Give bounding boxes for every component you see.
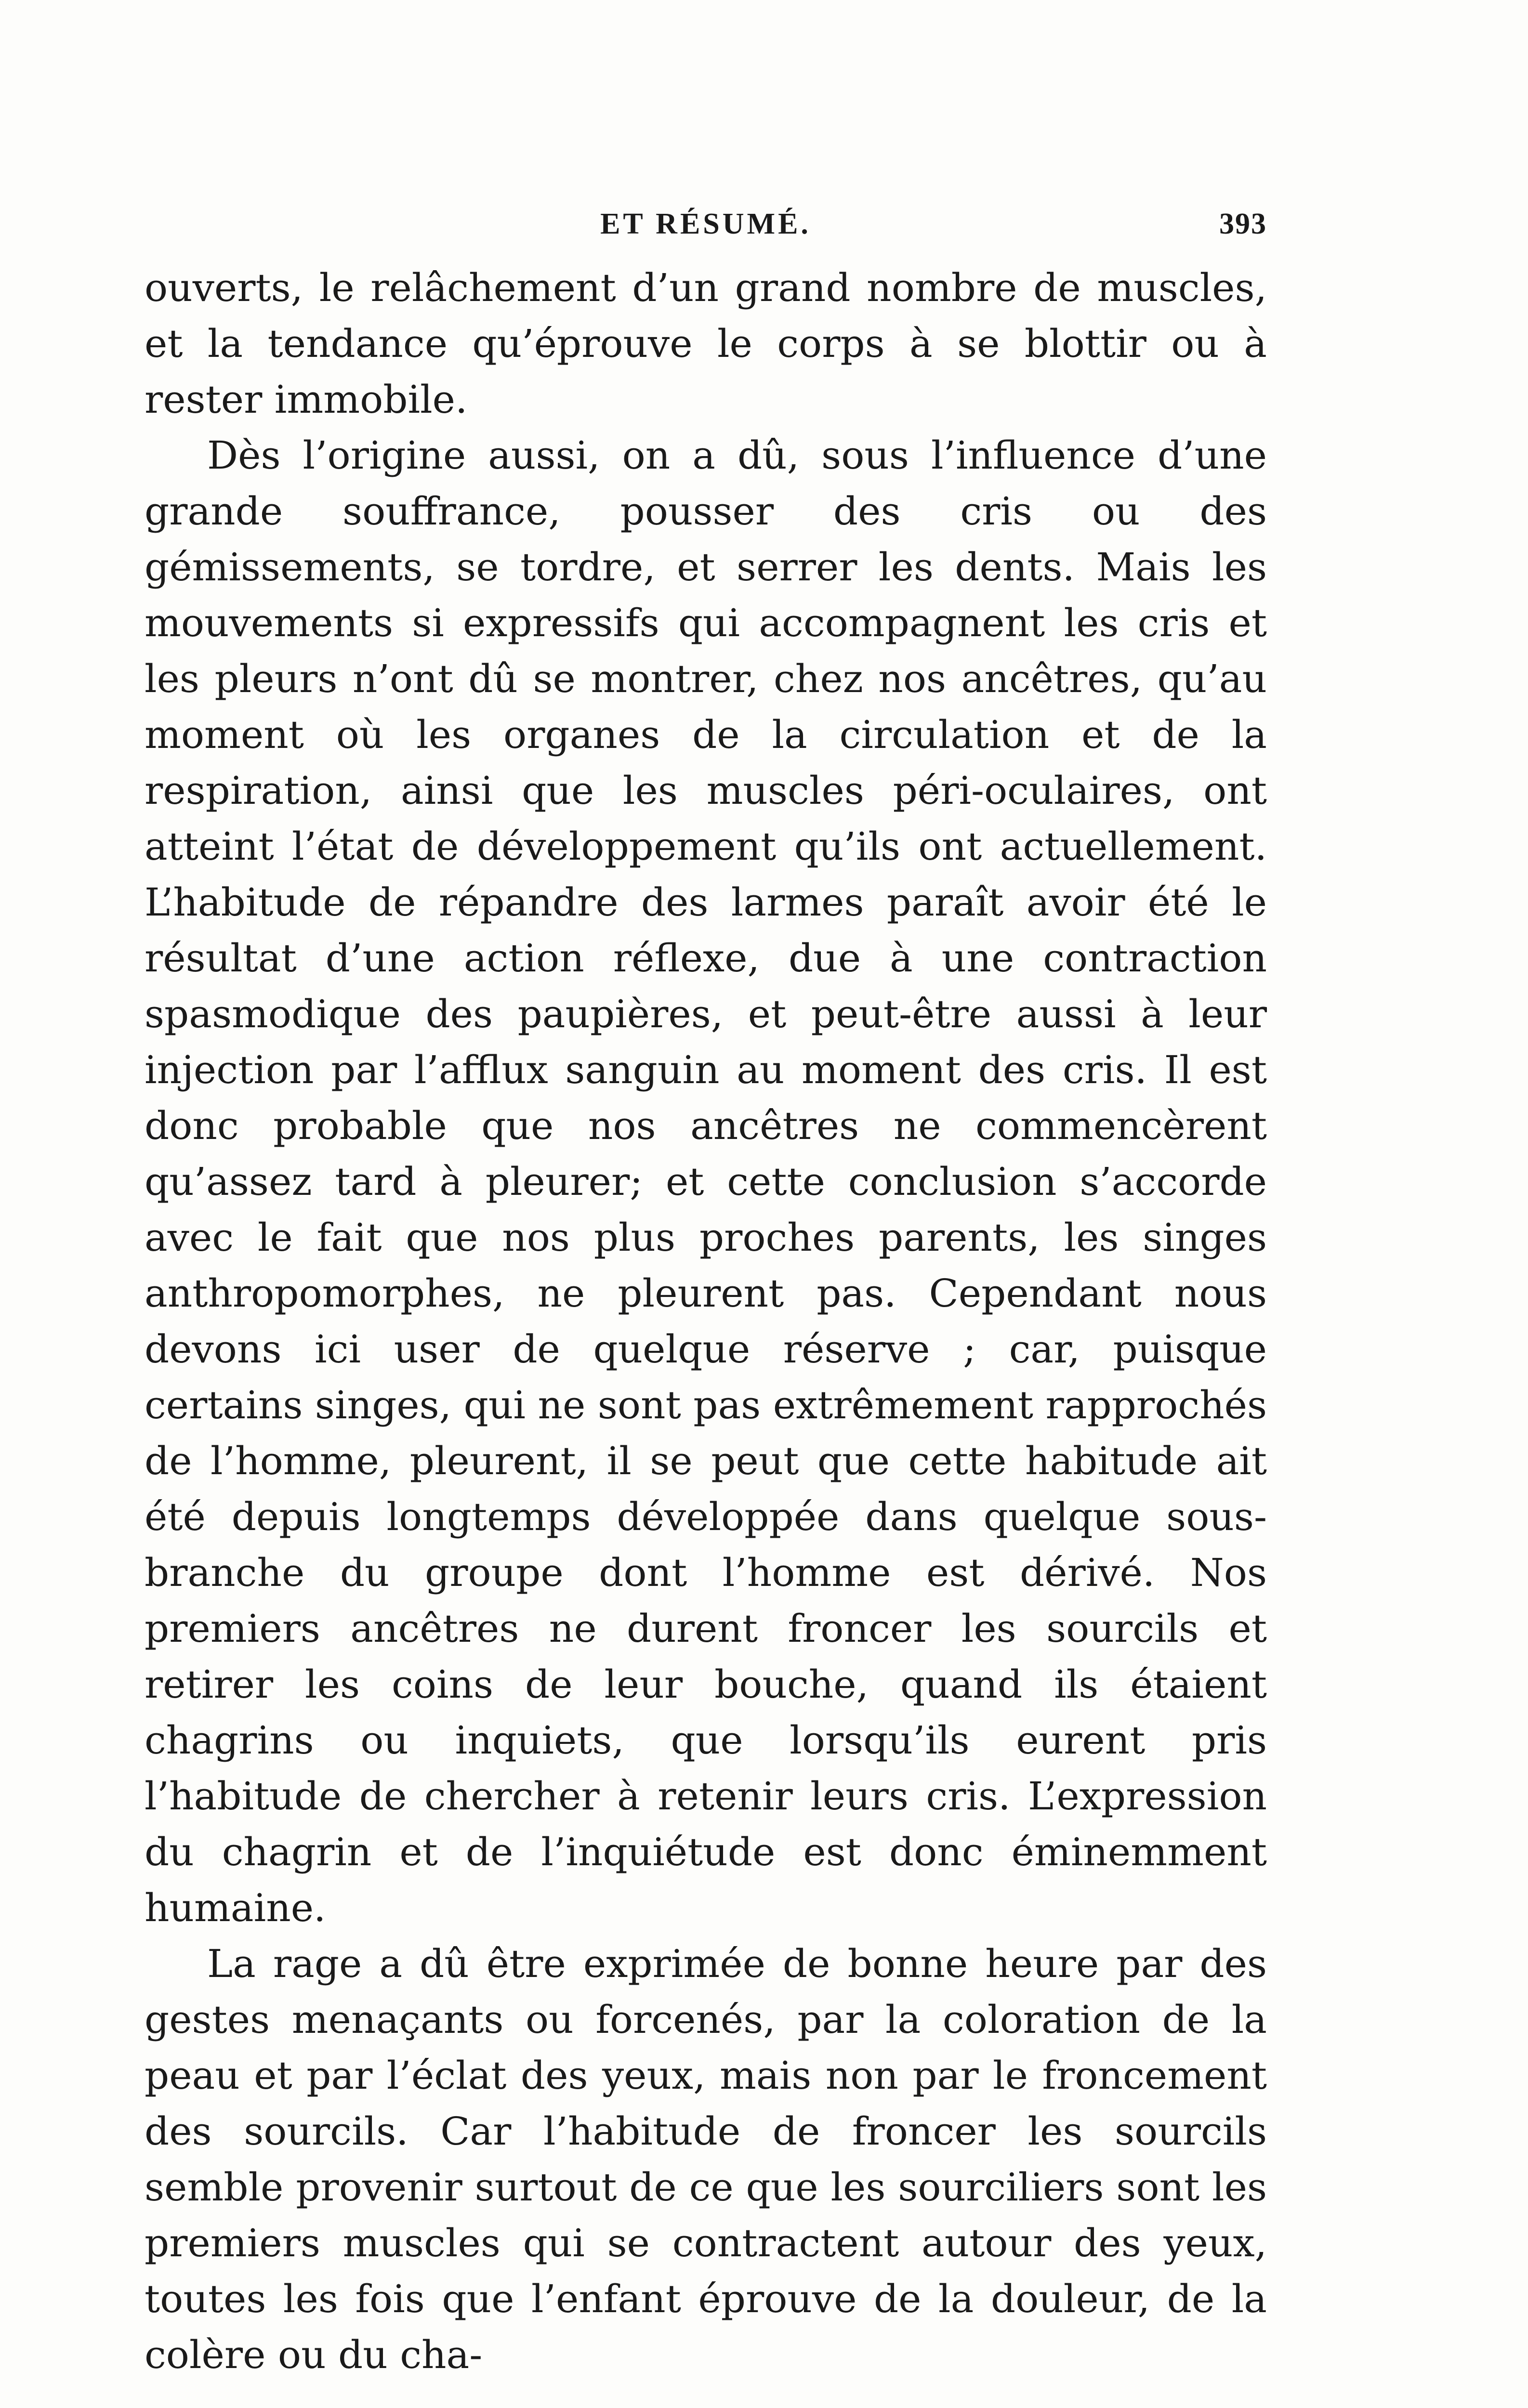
running-title: ET RÉSUMÉ. [600,208,811,240]
page-number: 393 [1219,208,1267,240]
paragraph: Dès l’origine aussi, on a dû, sous l’influence d’une grande souffrance, pousser des cris ou des gémissements, se tordre, et serrer les dents. Mais les mouvements si expressifs qui accompagnent les cris et les pleurs n’ont dû se montrer, chez nos ancêtres, qu’au moment où les organes de la circulation et de la respiration, ainsi que les muscles péri-oculaires, ont atteint l’état de développement qu’ils ont actuellement. L’habitude de répandre des larmes paraît avoir été le résultat d’une action réflexe, due à une contraction spasmodique des paupières, et peut-être aussi à leur injection par l’afflux sanguin au moment des cris. Il est donc probable que nos ancêtres ne commencèrent qu’assez tard à pleurer; et cette conclusion s’accorde avec le fait que nos plus proches parents, les singes anthropomorphes, ne pleurent pas. Cependant nous devons ici user de quelque réserve ; car, puisque certains singes, qui ne sont pas extrêmement rapprochés de l’homme, pleurent, il se peut que cette habitude ait été depuis longtemps développée dans quelque sous-branche du groupe dont l’homme est dérivé. Nos premiers ancêtres ne durent froncer les sourcils et retirer les coins de leur bouche, quand ils étaient chagrins ou inquiets, que lorsqu’ils eurent pris l’habitude de chercher à retenir leurs cris. L’expression du chagrin et de l’inquiétude est donc éminemment humaine. [145,433,1267,1930]
book-page [145,207,1267,2383]
running-head [145,207,1267,260]
body-text [145,260,1267,2383]
paragraph: La rage a dû être exprimée de bonne heure par des gestes menaçants ou forcenés, par la coloration de la peau et par l’éclat des yeux, mais non par le froncement des sourcils. Car l’habitude de froncer les sourcils semble provenir surtout de ce que les sourciliers sont les premiers muscles qui se contractent autour des yeux, toutes les fois que l’enfant éprouve de la douleur, de la colère ou du cha- [145,1941,1267,2377]
paragraph-continuation: ouverts, le relâchement d’un grand nombre de muscles, et la tendance qu’éprouve le corps à se blottir ou à rester immobile. [145,265,1267,422]
